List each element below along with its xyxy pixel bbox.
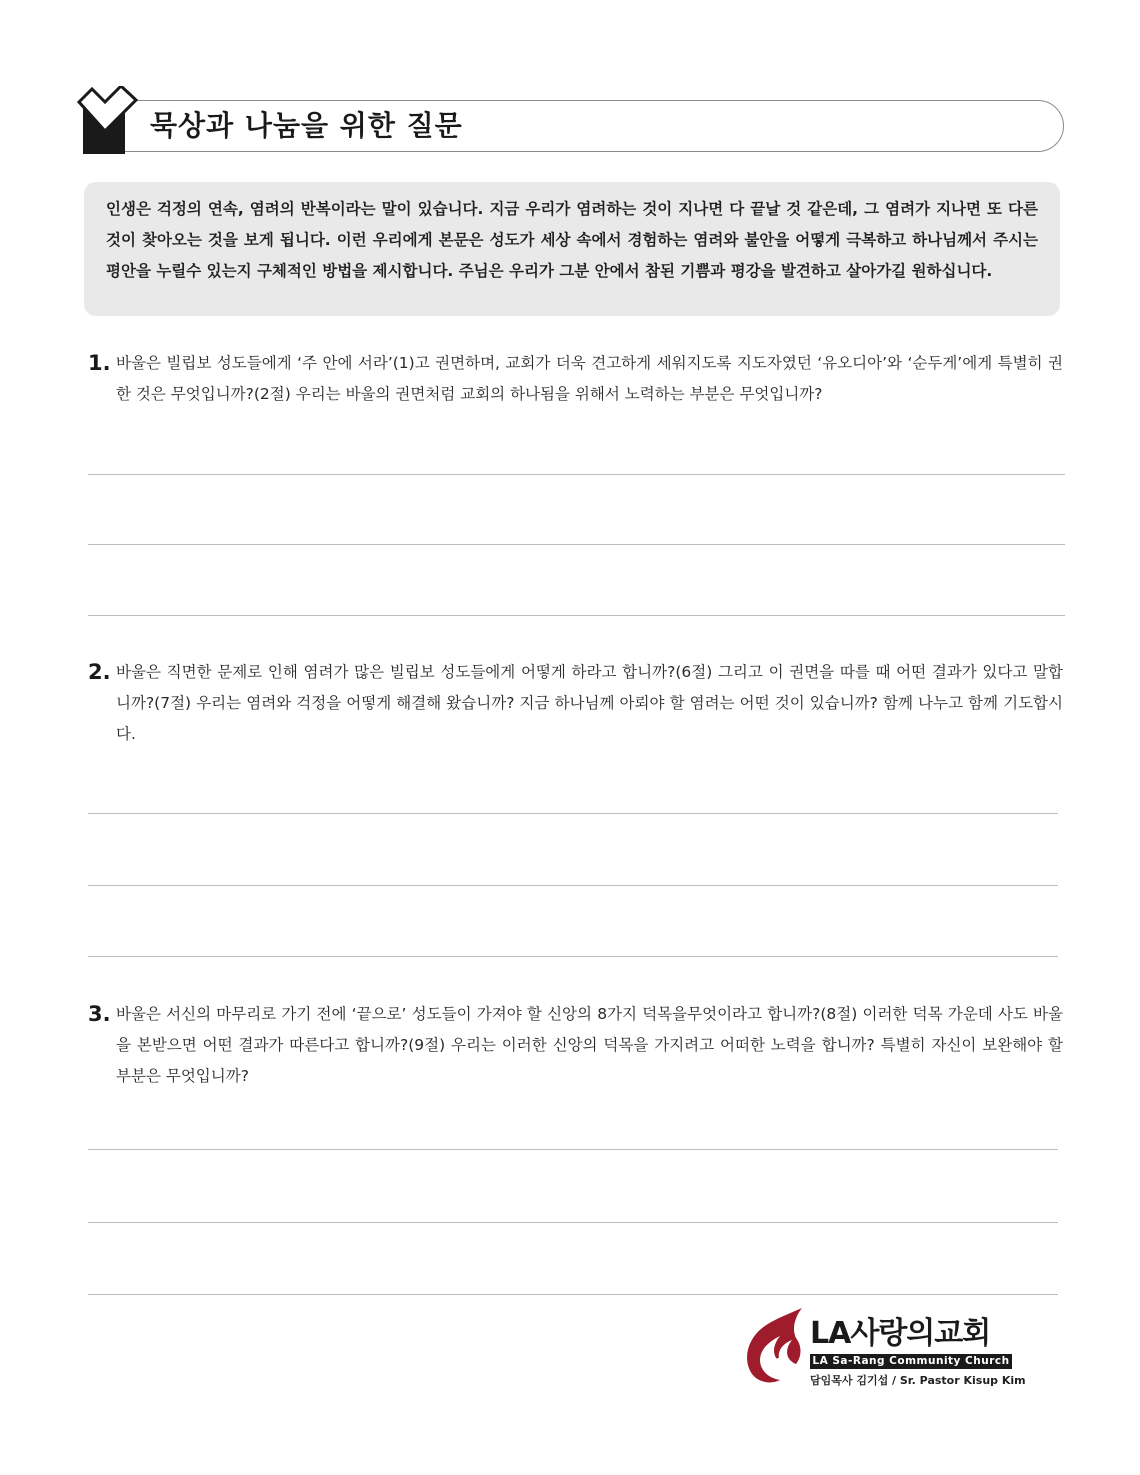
intro-box bbox=[84, 182, 1060, 316]
church-logo bbox=[744, 1306, 1024, 1390]
question-text: 바울은 빌립보 성도들에게 ‘주 안에 서라’(1)고 권면하며, 교회가 더욱 견고하게 세워지도록 지도자였던 ‘유오디아’와 ‘순두게’에게 특별히 권한 것은 무엇입니까?(2절) 우리는 바울의 권면처럼 교회의 하나됨을 위해서 노력하는 부분은 무엇입니까? bbox=[116, 354, 1063, 403]
pastor-credit: 담임목사 김기섭 / Sr. Pastor Kisup Kim bbox=[810, 1374, 1026, 1387]
answer-line[interactable] bbox=[88, 1149, 1058, 1150]
question-3 bbox=[88, 999, 1063, 1092]
answer-line[interactable] bbox=[88, 1222, 1058, 1223]
intro-text: 인생은 걱정의 연속, 염려의 반복이라는 말이 있습니다. 지금 우리가 염려하는 것이 지나면 다 끝날 것 같은데, 그 염려가 지나면 또 다른 것이 찾아오는 것을 보게 됩니다. 이런 우리에게 본문은 성도가 세상 속에서 경험하는 염려와 불안을 어떻게 극복하고 하나님께서 주시는 평안을 누릴수 있는지 구체적인 방법을 제시합니다. 주님은 우리가 그분 안에서 참된 기쁨과 평강을 발견하고 살아가길 원하십니다. bbox=[106, 200, 1038, 280]
answer-line[interactable] bbox=[88, 544, 1065, 545]
question-text: 바울은 서신의 마무리로 가기 전에 ‘끝으로’ 성도들이 가져야 할 신앙의 8가지 덕목을무엇이라고 합니까?(8절) 이러한 덕목 가운데 사도 바울을 본받으면 어떤 결과가 따른다고 합니까?(9절) 우리는 이러한 신앙의 덕목을 가지려고 어떠한 노력을 합니까? 특별히 자신이 보완해야 할 부분은 무엇입니까? bbox=[116, 1005, 1063, 1085]
answer-line[interactable] bbox=[88, 615, 1065, 616]
question-1 bbox=[88, 348, 1063, 410]
answer-line[interactable] bbox=[88, 885, 1058, 886]
answer-line[interactable] bbox=[88, 956, 1058, 957]
logo-subtitle: LA Sa-Rang Community Church bbox=[810, 1354, 1012, 1369]
logo-name: LA사랑의교회 bbox=[810, 1316, 991, 1351]
checkbox-check-icon bbox=[74, 86, 140, 156]
page-title: 묵상과 나눔을 위한 질문 bbox=[150, 109, 463, 142]
question-number: 1. bbox=[88, 351, 111, 375]
question-text: 바울은 직면한 문제로 인해 염려가 많은 빌립보 성도들에게 어떻게 하라고 합니까?(6절) 그리고 이 권면을 따를 때 어떤 결과가 있다고 말합니까?(7절) 우리는 염려와 걱정을 어떻게 해결해 왔습니까? 지금 하나님께 아뢰야 할 염려는 어떤 것이 있습니까? 함께 나누고 함께 기도합시다. bbox=[116, 663, 1063, 743]
answer-line[interactable] bbox=[88, 474, 1065, 475]
flame-icon bbox=[744, 1306, 806, 1386]
question-number: 2. bbox=[88, 660, 111, 684]
question-number: 3. bbox=[88, 1002, 111, 1026]
answer-line[interactable] bbox=[88, 1294, 1058, 1295]
question-2 bbox=[88, 657, 1063, 750]
answer-line[interactable] bbox=[88, 813, 1058, 814]
